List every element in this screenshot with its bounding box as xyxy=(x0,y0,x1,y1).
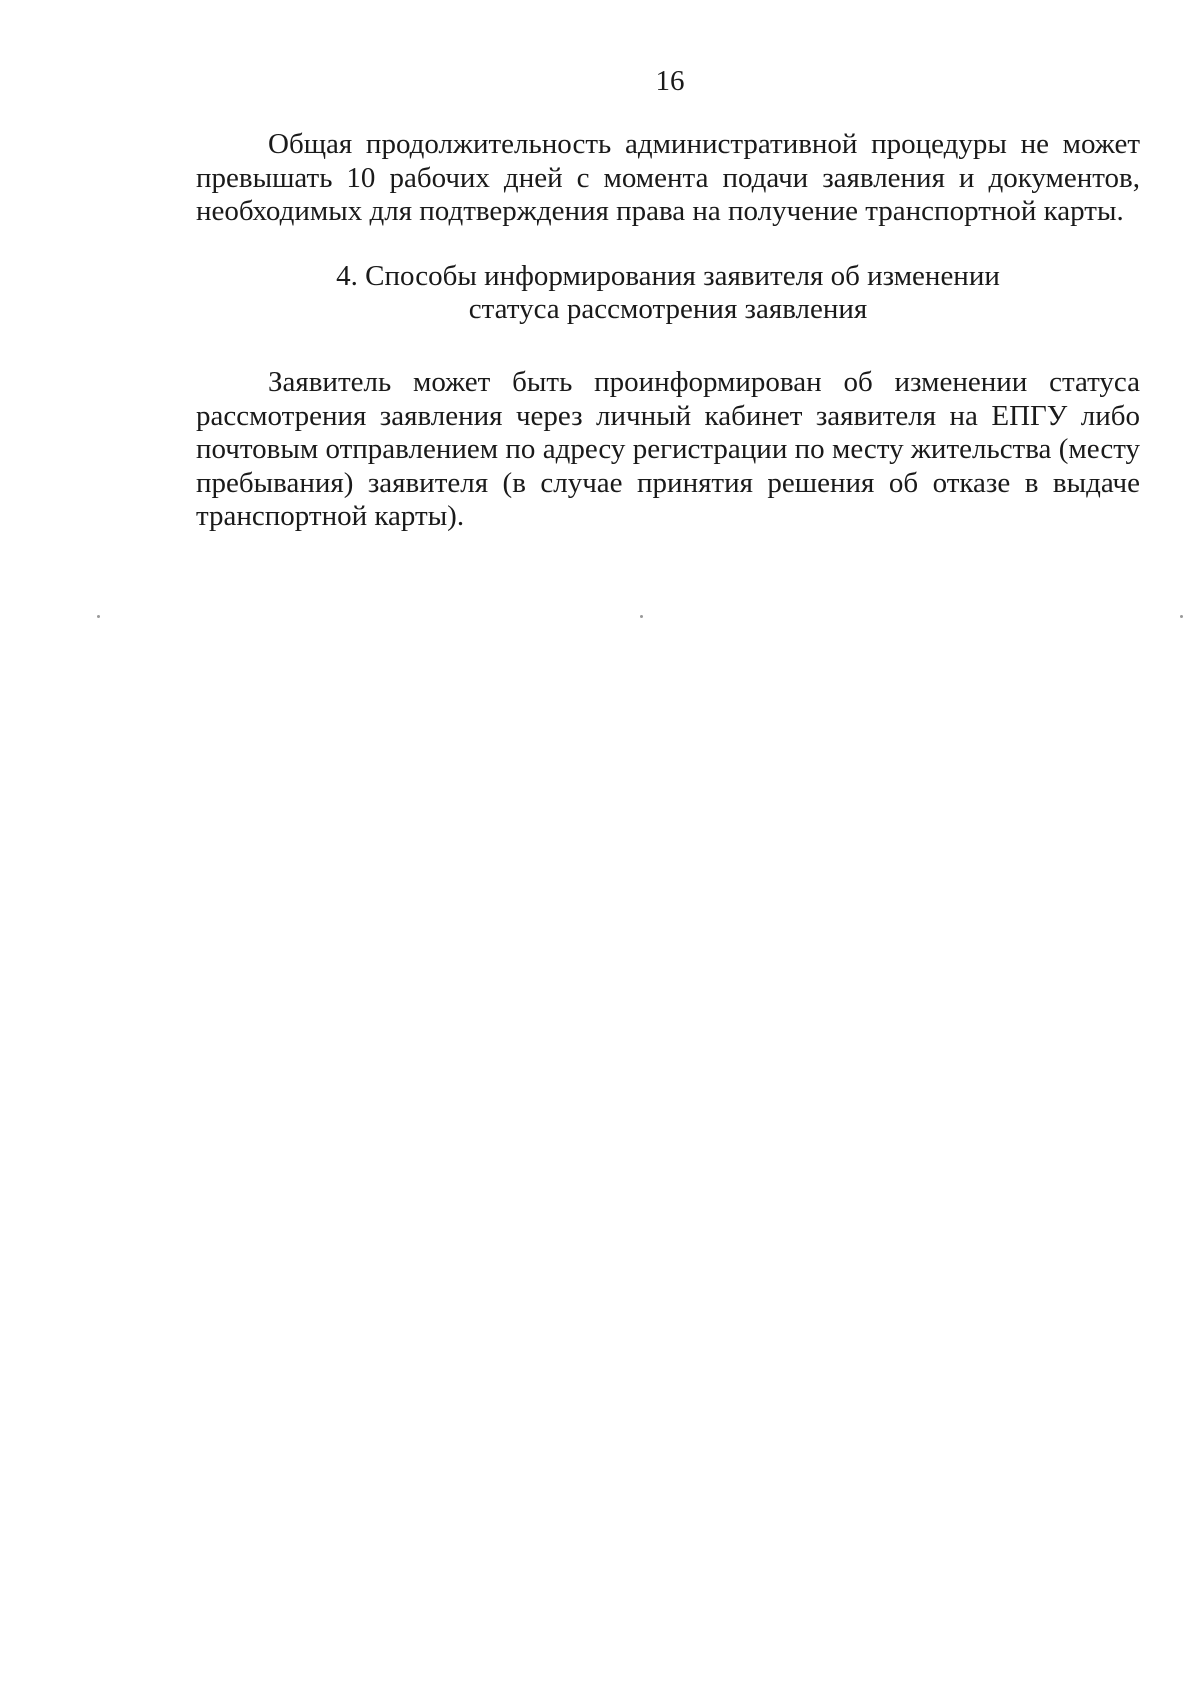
scan-artifact-dot xyxy=(1180,615,1183,618)
section-heading xyxy=(196,260,1140,326)
paragraph-notification-methods: Заявитель может быть проинформирован об изменении статуса рассмотрения заявления через личный кабинет заявителя на ЕПГУ либо почтовым отправлением по адресу регистрации по месту жительства (месту пребывания) заявителя (в случае принятия решения об отказе в выдаче транспортной карты). xyxy=(196,366,1140,532)
page-number: 16 xyxy=(655,65,685,97)
scan-artifact-dot xyxy=(97,615,100,618)
scan-artifact-dot xyxy=(640,615,643,618)
section-heading-line-1: 4. Способы информирования заявителя об изменении xyxy=(336,260,1000,292)
paragraph-procedure-duration: Общая продолжительность административной процедуры не может превышать 10 рабочих дней с момента подачи заявления и документов, необходимых для подтверждения права на получение транспортной карты. xyxy=(196,128,1140,227)
section-heading-line-2: статуса рассмотрения заявления xyxy=(468,293,868,325)
